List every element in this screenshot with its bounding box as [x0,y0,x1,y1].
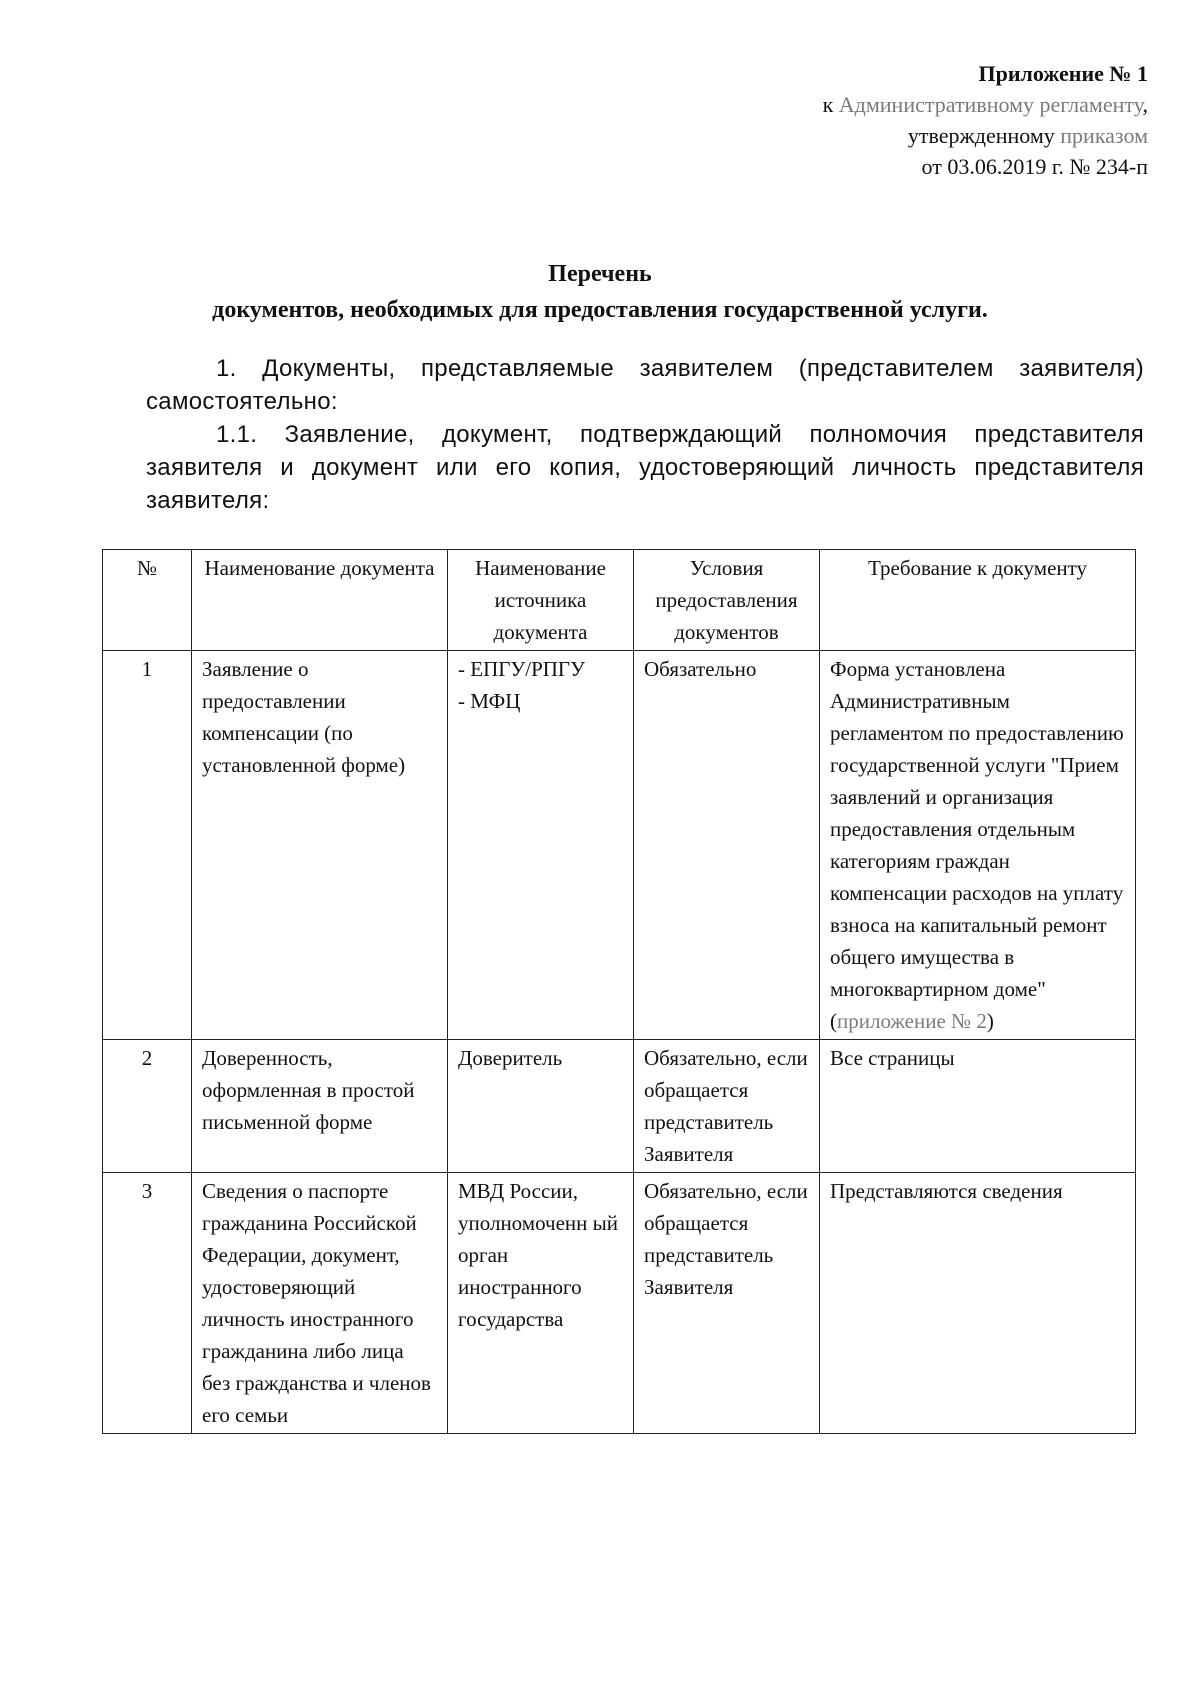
table-row [103,1040,1136,1173]
header-document-name: Наименование документа [192,550,448,651]
row-document-name: Заявление о предоставлении компенсации (по установленной форме) [192,651,448,1040]
row-document-name: Сведения о паспорте гражданина Российской Федерации, документ, удостоверяющий личность иностранного гражданина либо лица без гражданства и членов его семьи [192,1173,448,1434]
header-number: № [103,550,192,651]
table-header-row [103,550,1136,651]
row-number: 1 [103,651,192,1040]
row-condition: Обязательно, если обращается представитель Заявителя [634,1173,820,1434]
table-row [103,651,1136,1040]
order-link[interactable]: приказом [1060,123,1148,148]
row-condition: Обязательно, если обращается представитель Заявителя [634,1040,820,1173]
row-source: МВД России, уполномоченн ый орган иностранного государства [448,1173,634,1434]
intro-text [146,352,1144,517]
header-requirement: Требование к документу [820,550,1136,651]
row-condition: Обязательно [634,651,820,1040]
row-document-name: Доверенность, оформленная в простой письменной форме [192,1040,448,1173]
row-source [448,651,634,1040]
row-number: 3 [103,1173,192,1434]
intro-paragraph-1: 1. Документы, представляемые заявителем (представителем заявителя) самостоятельно: [146,355,1144,415]
header-conditions: Условия предоставления документов [634,550,820,651]
document-title [0,256,1200,328]
appendix-header [628,58,1148,182]
appendix-line-order: утвержденному приказом [907,123,1148,148]
source-item: - МФЦ [458,689,521,713]
title-line-2: документов, необходимых для предоставления государственной услуги. [212,297,988,323]
source-item: - ЕПГУ/РПГУ [458,657,585,681]
title-line-1: Перечень [548,261,652,287]
appendix-line-regulation: к Административному регламенту, [822,92,1148,117]
intro-paragraph-2: 1.1. Заявление, документ, подтверждающий полномочия представителя заявителя и документ или его копия, удостоверяющий личность представителя заявителя: [146,421,1144,514]
row-requirement: Форма установлена Административным регламентом по предоставлению государственной услуги "Прием заявлений и организация предоставления отдельным категориям граждан компенсации расходов на уплату взноса на капитальный ремонт общего имущества в многоквартирном доме" (приложение № 2) [820,651,1136,1040]
row-number: 2 [103,1040,192,1173]
appendix-2-link[interactable]: приложение № 2 [837,1009,987,1033]
row-requirement: Все страницы [820,1040,1136,1173]
table-row [103,1173,1136,1434]
row-requirement: Представляются сведения [820,1173,1136,1434]
appendix-line-date: от 03.06.2019 г. № 234-п [921,154,1148,179]
documents-table [102,549,1136,1434]
regulation-link[interactable]: Административному регламенту [838,92,1143,117]
row-source: Доверитель [448,1040,634,1173]
appendix-number: Приложение № 1 [978,61,1148,86]
header-source: Наименование источника документа [448,550,634,651]
